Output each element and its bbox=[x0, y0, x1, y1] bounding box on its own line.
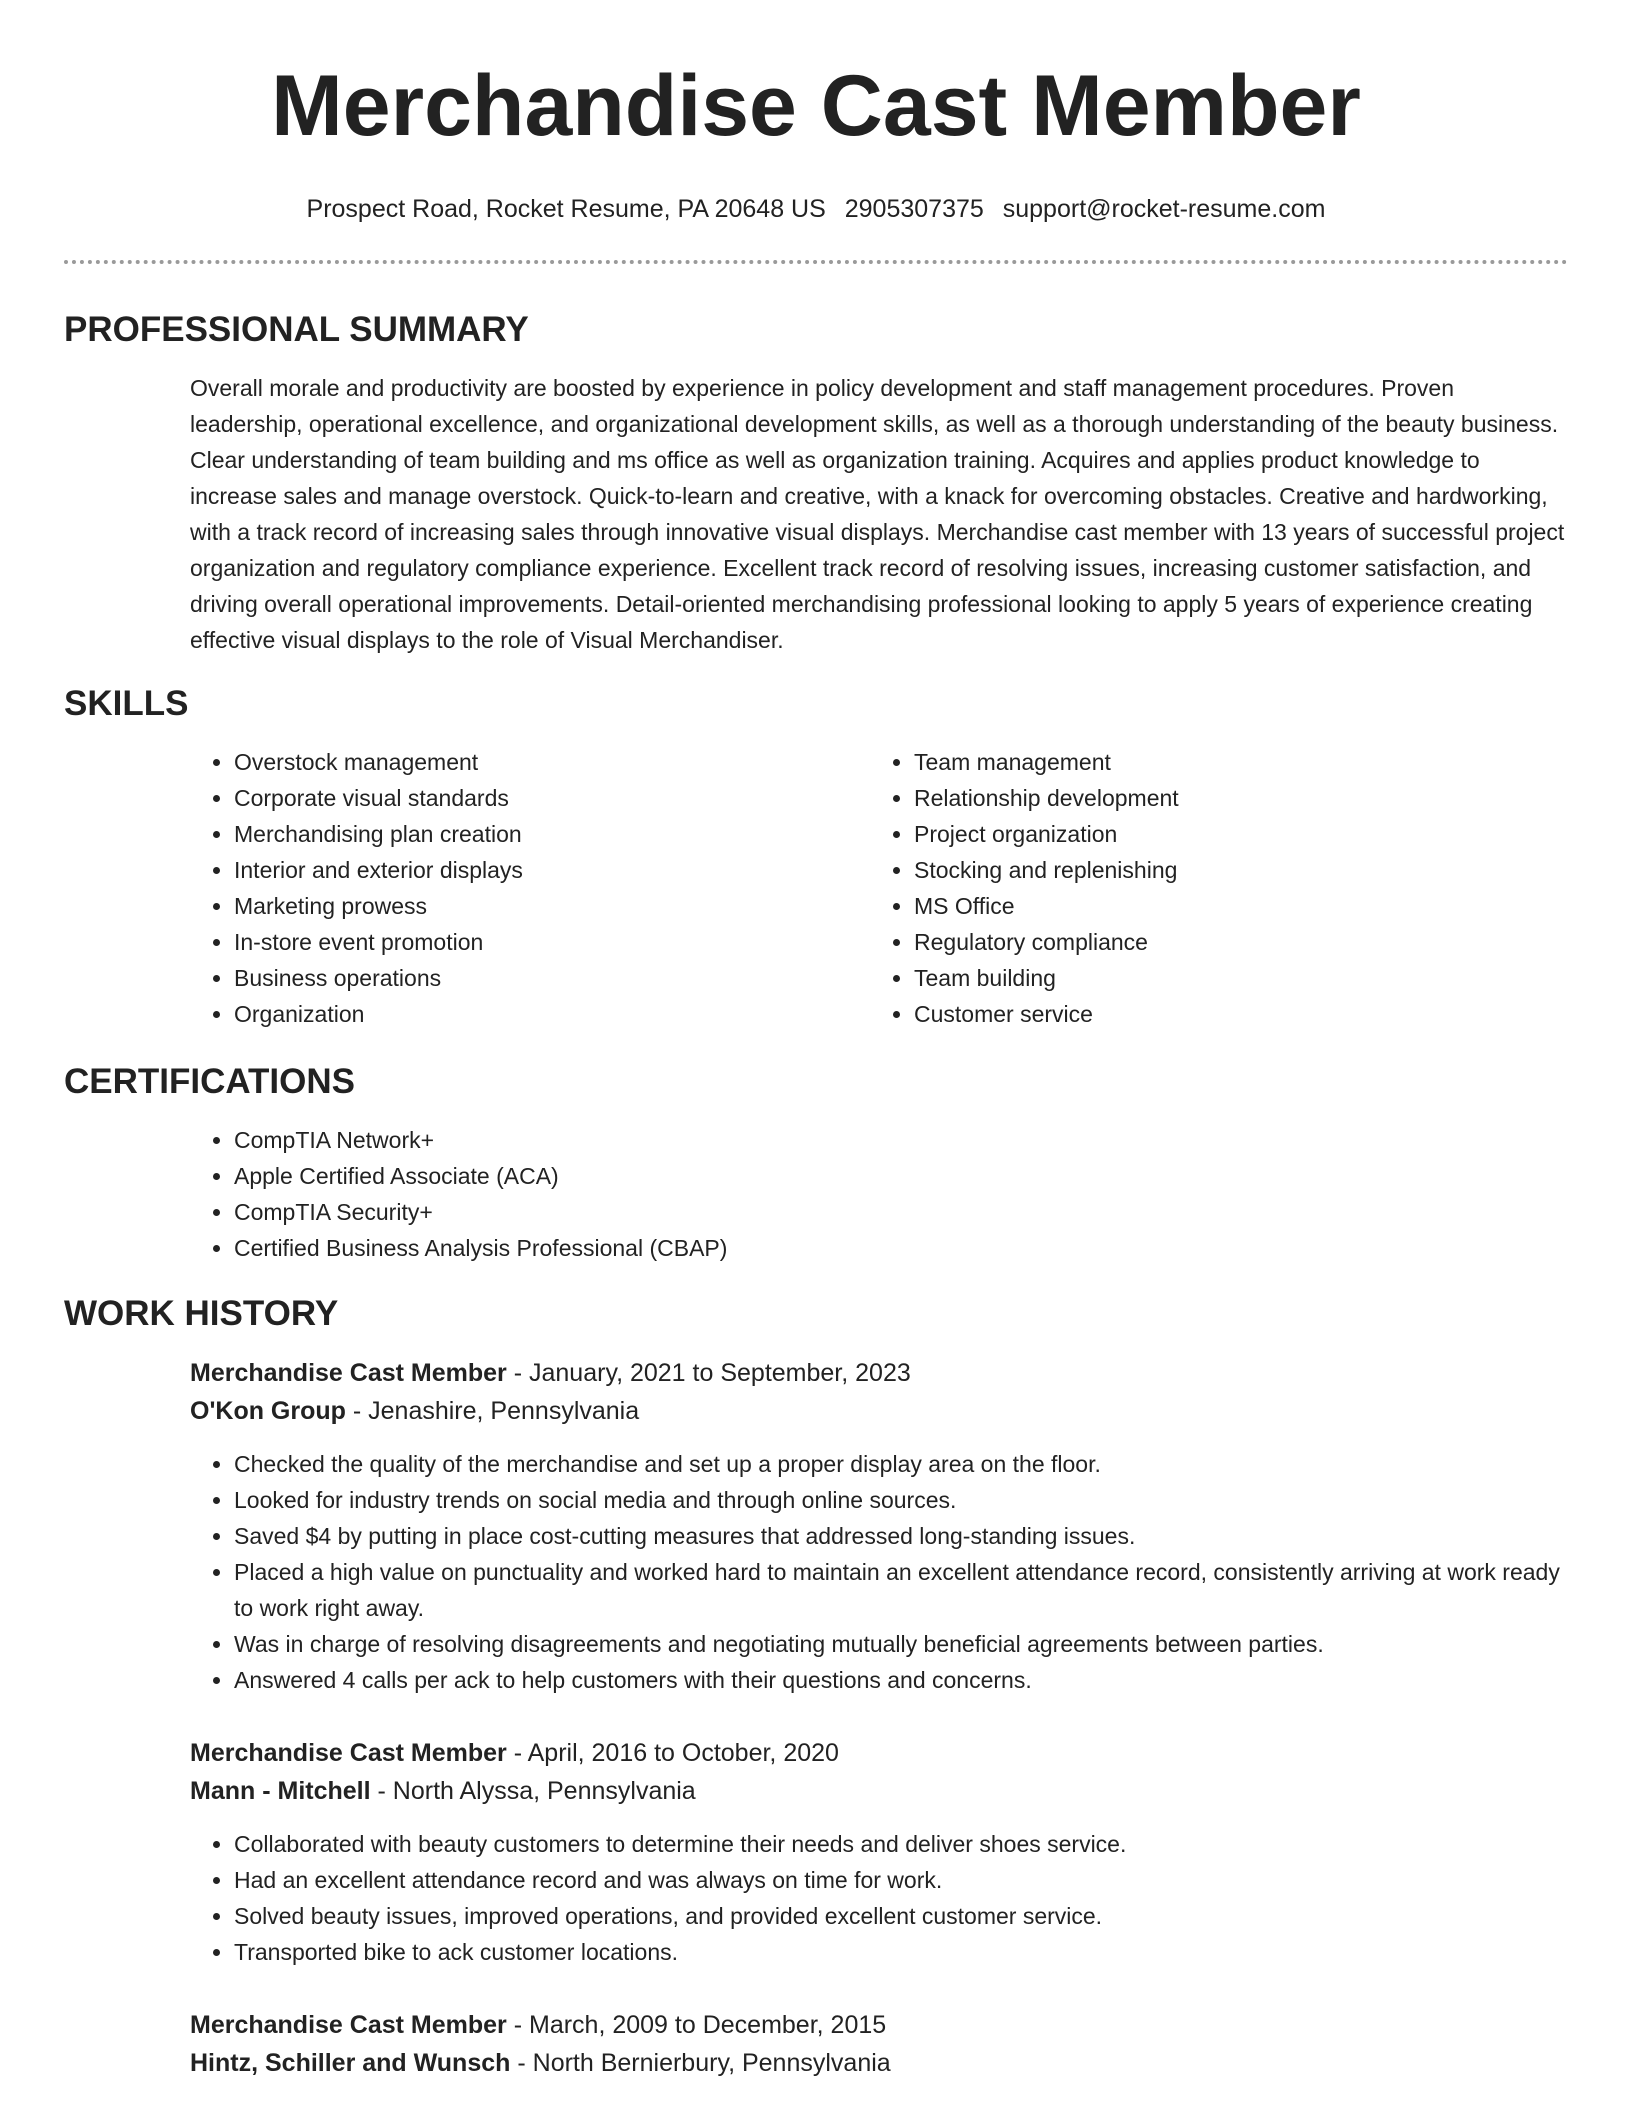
job-entry bbox=[190, 1734, 1568, 1970]
list-item: • Merchandising plan creation bbox=[234, 816, 870, 852]
summary-heading: PROFESSIONAL SUMMARY bbox=[64, 310, 529, 349]
work-history-section bbox=[64, 1292, 1568, 2082]
job-company-line bbox=[190, 1772, 1568, 1810]
list-item: • Had an excellent attendance record and was always on time for work. bbox=[234, 1862, 1568, 1898]
certifications-list bbox=[190, 1122, 1568, 1266]
job-company-line bbox=[190, 1392, 1568, 1430]
list-item: • Answered 4 calls per ack to help customers with their questions and concerns. bbox=[234, 1662, 1568, 1698]
header-divider bbox=[64, 260, 1568, 264]
job-location: - Jenashire, Pennsylvania bbox=[345, 1397, 640, 1425]
job-role: Merchandise Cast Member bbox=[190, 1359, 507, 1387]
summary-section bbox=[64, 308, 1568, 658]
job-entry bbox=[190, 1354, 1568, 1698]
list-item: • CompTIA Security+ bbox=[234, 1194, 1568, 1230]
list-item: • Marketing prowess bbox=[234, 888, 870, 924]
job-bullets bbox=[190, 1826, 1568, 1970]
list-item: • Transported bike to ack customer locations. bbox=[234, 1934, 1568, 1970]
page-title: Merchandise Cast Member bbox=[271, 58, 1361, 154]
skills-list-left bbox=[190, 744, 870, 1032]
list-item: • Organization bbox=[234, 996, 870, 1032]
list-item: • Looked for industry trends on social media and through online sources. bbox=[234, 1482, 1568, 1518]
job-location: - North Bernierbury, Pennsylvania bbox=[510, 2049, 891, 2077]
list-item: • MS Office bbox=[914, 888, 1550, 924]
job-dates: - April, 2016 to October, 2020 bbox=[506, 1739, 839, 1767]
list-item: • Project organization bbox=[914, 816, 1550, 852]
list-item: • Checked the quality of the merchandise and set up a proper display area on the floor. bbox=[234, 1446, 1568, 1482]
job-dates: - January, 2021 to September, 2023 bbox=[506, 1359, 911, 1387]
contact-address: Prospect Road, Rocket Resume, PA 20648 US bbox=[306, 195, 826, 223]
list-item: • Team building bbox=[914, 960, 1550, 996]
skills-grid bbox=[190, 744, 1568, 1032]
certifications-section bbox=[64, 1060, 1568, 1266]
contact-line bbox=[64, 194, 1568, 224]
list-item: • Saved $4 by putting in place cost-cutting measures that addressed long-standing issues. bbox=[234, 1518, 1568, 1554]
job-entry bbox=[190, 2006, 1568, 2082]
job-dates: - March, 2009 to December, 2015 bbox=[506, 2011, 887, 2039]
list-item: • Team management bbox=[914, 744, 1550, 780]
list-item: • Business operations bbox=[234, 960, 870, 996]
job-role: Merchandise Cast Member bbox=[190, 2011, 507, 2039]
list-item: • Stocking and replenishing bbox=[914, 852, 1550, 888]
job-company: O'Kon Group bbox=[190, 1397, 346, 1425]
list-item: • Solved beauty issues, improved operations, and provided excellent customer service. bbox=[234, 1898, 1568, 1934]
summary-text: Overall morale and productivity are boosted by experience in policy development and staff management procedures. Proven leadership, operational excellence, and organizational development skills, as well as a thorough understanding of the beauty business. Clear understanding of team building and ms office as well as organization training. Acquires and applies product knowledge to increase sales and manage overstock. Quick-to-learn and creative, with a knack for overcoming obstacles. Creative and hardworking, with a track record of increasing sales through innovative visual displays. Merchandise cast member with 13 years of successful project organization and regulatory compliance experience. Excellent track record of resolving issues, increasing customer satisfaction, and driving overall operational improvements. Detail-oriented merchandising professional looking to apply 5 years of experience creating effective visual displays to the role of Visual Merchandiser. bbox=[190, 375, 1565, 653]
list-item: • Was in charge of resolving disagreements and negotiating mutually beneficial agreements between parties. bbox=[234, 1626, 1568, 1662]
list-item: • Overstock management bbox=[234, 744, 870, 780]
list-item: • In-store event promotion bbox=[234, 924, 870, 960]
job-location: - North Alyssa, Pennsylvania bbox=[370, 1777, 696, 1805]
list-item: • Interior and exterior displays bbox=[234, 852, 870, 888]
list-item: • Apple Certified Associate (ACA) bbox=[234, 1158, 1568, 1194]
skills-heading: SKILLS bbox=[64, 684, 189, 723]
list-item: • Regulatory compliance bbox=[914, 924, 1550, 960]
job-company-line bbox=[190, 2044, 1568, 2082]
job-title-line bbox=[190, 1354, 1568, 1392]
skills-section bbox=[64, 682, 1568, 1032]
list-item: • Relationship development bbox=[914, 780, 1550, 816]
skills-list-right bbox=[870, 744, 1550, 1032]
list-item: • Placed a high value on punctuality and worked hard to maintain an excellent attendance record, consistently arriving at work ready to work right away. bbox=[234, 1554, 1568, 1626]
list-item: • CompTIA Network+ bbox=[234, 1122, 1568, 1158]
job-title-line bbox=[190, 1734, 1568, 1772]
job-company: Mann - Mitchell bbox=[190, 1777, 371, 1805]
job-bullets bbox=[190, 1446, 1568, 1698]
job-company: Hintz, Schiller and Wunsch bbox=[190, 2049, 511, 2077]
jobs-list bbox=[64, 1354, 1568, 2082]
resume-page bbox=[64, 0, 1568, 2082]
contact-phone: 2905307375 bbox=[844, 195, 984, 223]
list-item: • Certified Business Analysis Professional (CBAP) bbox=[234, 1230, 1568, 1266]
certifications-heading: CERTIFICATIONS bbox=[64, 1062, 356, 1101]
job-title-line bbox=[190, 2006, 1568, 2044]
list-item: • Collaborated with beauty customers to determine their needs and deliver shoes service. bbox=[234, 1826, 1568, 1862]
job-role: Merchandise Cast Member bbox=[190, 1739, 507, 1767]
contact-email: support@rocket-resume.com bbox=[1002, 195, 1326, 223]
work-history-heading: WORK HISTORY bbox=[64, 1294, 339, 1333]
list-item: • Corporate visual standards bbox=[234, 780, 870, 816]
list-item: • Customer service bbox=[914, 996, 1550, 1032]
